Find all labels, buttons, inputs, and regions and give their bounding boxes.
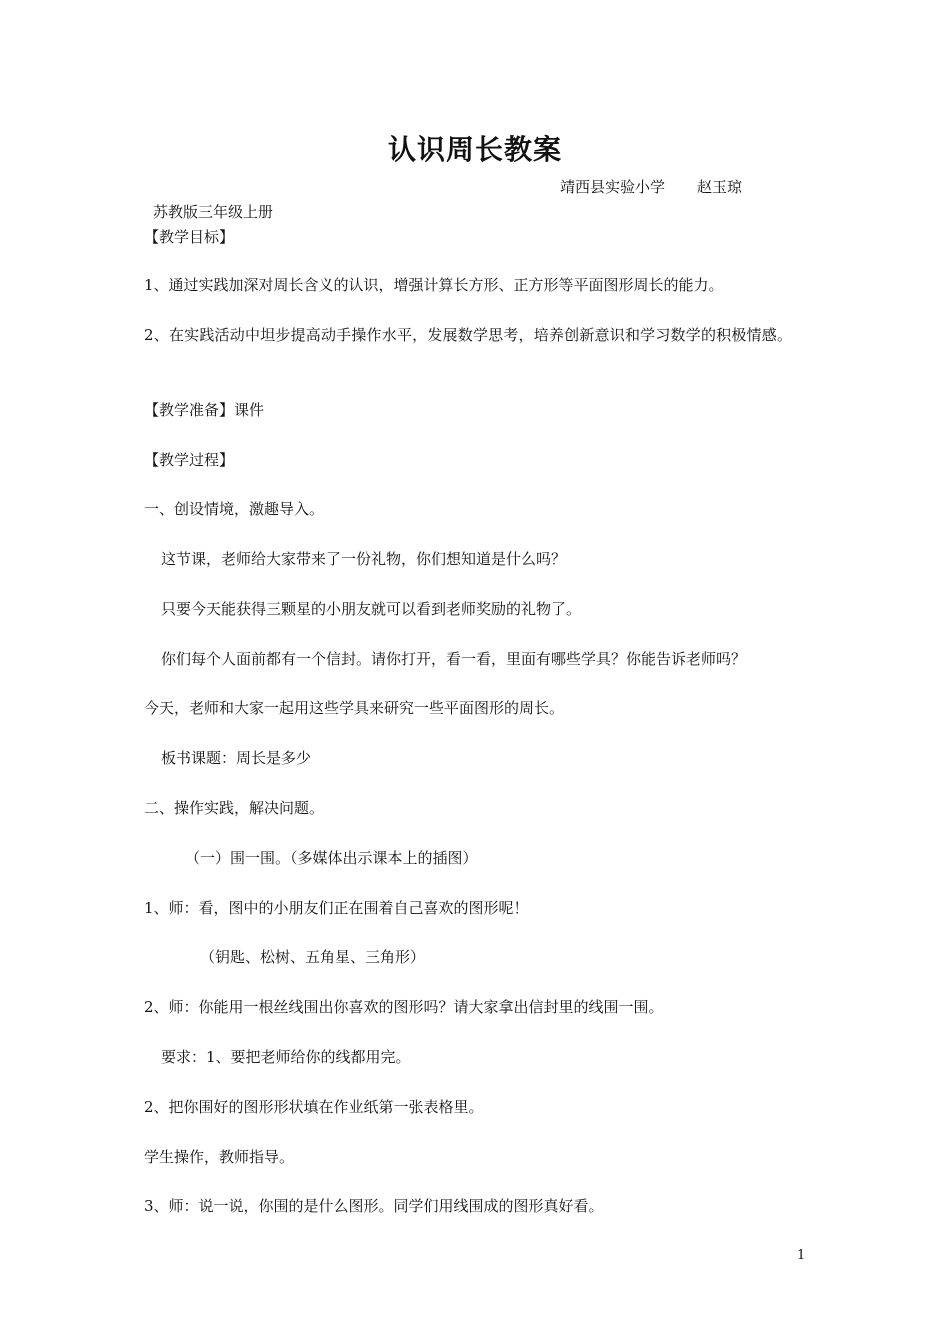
paragraph-5: 板书课题：周长是多少 — [161, 749, 312, 767]
item-2: 2、师：你能用一根丝线围出你喜欢的图形吗？请大家拿出信封里的线围一围。 — [144, 998, 664, 1016]
author-name: 赵玉琼 — [697, 178, 743, 196]
item-3: 3、师：说一说，你围的是什么图形。同学们用线围成的图形真好看。 — [144, 1197, 604, 1215]
author-line — [560, 176, 742, 198]
student-operation: 学生操作，教师指导。 — [144, 1148, 295, 1166]
paragraph-1: 这节课，老师给大家带来了一份礼物，你们想知道是什么吗？ — [161, 550, 567, 568]
item-2-requirement: 要求：1、要把老师给你的线都用完。 — [161, 1048, 411, 1066]
paragraph-2: 只要今天能获得三颗星的小朋友就可以看到老师奖励的礼物了。 — [161, 600, 582, 618]
page-number: 1 — [797, 1248, 806, 1263]
goal-2: 2、在实践活动中坦步提高动手操作水平，发展数学思考，培养创新意识和学习数学的积极情感。 — [144, 326, 793, 344]
document-title: 认识周长教案 — [387, 133, 562, 166]
prep-line: 【教学准备】课件 — [144, 401, 265, 419]
goals-heading: 【教学目标】 — [144, 228, 235, 246]
paragraph-4: 今天，老师和大家一起用这些学具来研究一些平面图形的周长。 — [144, 699, 565, 717]
subsection-1-heading: （一）围一围。（多媒体出示课本上的插图） — [185, 849, 478, 867]
paragraph-3: 你们每个人面前都有一个信封。请你打开，看一看，里面有哪些学具？你能告诉老师吗？ — [161, 650, 747, 668]
item-1-note: （钥匙、松树、五角星、三角形） — [200, 948, 426, 966]
item-1: 1、师：看，图中的小朋友们正在围着自己喜欢的图形呢！ — [144, 899, 529, 917]
author-school: 靖西县实验小学 — [560, 178, 666, 196]
goal-1: 1、通过实践加深对周长含义的认识，增强计算长方形、正方形等平面图形周长的能力。 — [144, 276, 724, 294]
process-heading: 【教学过程】 — [144, 451, 235, 469]
section-1-heading: 一、创设情境，激趣导入。 — [144, 500, 325, 518]
item-2b: 2、把你围好的图形形状填在作业纸第一张表格里。 — [144, 1098, 484, 1116]
textbook-label: 苏教版三年级上册 — [153, 203, 274, 221]
section-2-heading: 二、操作实践，解决问题。 — [144, 799, 325, 817]
